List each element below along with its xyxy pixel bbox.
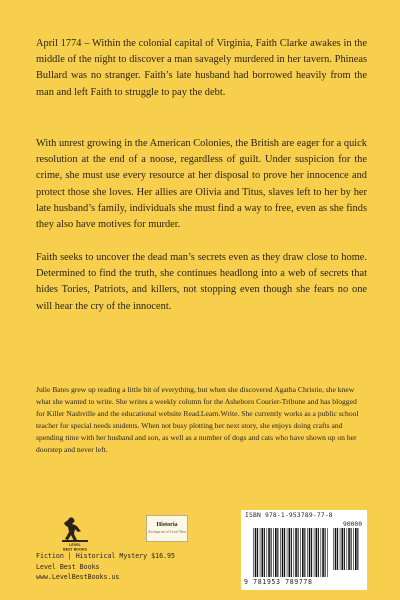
author-bio: Julie Bates grew up reading a little bit of everything, but when she discovered Agatha Christie, she knew what she wanted to write. She writes a weekly column for the Asheboro Courier-Tribune and has blogged for Killer Nashville and the educational website Read.Learn.Write. She currently works as a public school teacher for special needs students. When not busy plotting her next story, she enjoys doing crafts and spending time with her husband and son, as well as a number of dogs and cats who have shown up on her doorstep and never left.	[36, 385, 359, 454]
barcode-bar	[300, 528, 301, 577]
publisher-footer	[36, 551, 175, 583]
barcode-addon-bars	[333, 528, 361, 570]
barcode-bar	[321, 528, 322, 577]
barcode-bar	[262, 528, 264, 577]
barcode-bar	[304, 528, 305, 577]
barcode-bar	[355, 528, 357, 570]
barcode-bar	[257, 528, 258, 577]
barcode-bar	[289, 528, 291, 577]
barcode-bar	[282, 528, 284, 577]
isbn-barcode	[241, 510, 367, 590]
blurb-paragraph-2: With unrest growing in the American Colonies, the British are eager for a quick resolution at the end of a noose, regardless of guilt. Under suspicion for the crime, she must use every resource at her disposal to prove her innocence and protect those she loves. Her allies are Olivia and Titus, slaves left to her by her late husband’s family, individuals she must find a way to free, even as she finds they also have motives for murder.	[36, 138, 367, 231]
publisher-name: Level Best Books	[36, 562, 100, 571]
barcode-bar	[337, 528, 338, 570]
barcode-bar	[340, 528, 341, 570]
isbn-number: ISBN 978-1-953789-77-8	[245, 512, 333, 519]
publisher-logo-icon	[58, 514, 92, 552]
barcode-bar	[291, 528, 292, 577]
barcode-bar	[280, 528, 281, 577]
barcode-bar	[353, 528, 354, 570]
barcode-bar	[275, 528, 277, 577]
blurb-paragraph-1: April 1774 – Within the colonial capital of Virginia, Faith Clarke awakes in the middle of the night to discover a man savagely murdered in her tavern. Phineas Bullard was no stranger. Faith’s late husband had borrowed heavily from the man and left Faith to struggle to pay the debt.	[36, 38, 367, 98]
publisher-website: www.LevelBestBooks.us	[36, 573, 120, 582]
barcode-bar	[351, 528, 352, 570]
barcode-bar	[327, 528, 328, 577]
barcode-bar	[298, 528, 299, 577]
barcode-bar	[255, 528, 257, 577]
blurb-paragraph-3: Faith seeks to uncover the dead man’s secrets even as they draw close to home. Determined to find the truth, she continues headlong into a web of secrets that hides Tories, Patriots, and killers, not stopping even though she fears no one will hear the cry of the innocent.	[36, 252, 367, 312]
barcode-bar	[357, 528, 358, 570]
barcode-price-code: 90000	[343, 521, 362, 528]
barcode-bar	[316, 528, 318, 577]
barcode-bar	[335, 528, 337, 570]
imprint-badge	[146, 515, 188, 542]
barcode-bar	[311, 528, 312, 577]
barcode-bar	[344, 528, 345, 570]
barcode-bar	[309, 528, 311, 577]
imprint-name: Historia	[156, 522, 178, 528]
barcode-bar	[307, 528, 308, 577]
barcode-bar	[284, 528, 285, 577]
barcode-bar	[267, 528, 268, 577]
barcode-digits: 9 781953 789778	[244, 578, 313, 586]
barcode-bar	[348, 528, 350, 570]
barcode-main-bars	[253, 528, 329, 577]
barcode-bar	[287, 528, 288, 577]
genre-price: Fiction | Historical Mystery $16.95	[36, 552, 175, 560]
svg-text:LEVEL: LEVEL	[69, 543, 81, 547]
barcode-bar	[318, 528, 319, 577]
barcode-bar	[260, 528, 261, 577]
barcode-bar	[347, 528, 348, 570]
barcode-bar	[333, 528, 334, 570]
barcode-bar	[271, 528, 272, 577]
barcode-bar	[294, 528, 295, 577]
barcode-bar	[342, 528, 344, 570]
svg-text:BEST BOOKS: BEST BOOKS	[63, 547, 87, 552]
barcode-bar	[273, 528, 274, 577]
barcode-bar	[277, 528, 278, 577]
barcode-bar	[295, 528, 297, 577]
barcode-bar	[325, 528, 326, 577]
barcode-bar	[322, 528, 324, 577]
barcode-bar	[264, 528, 265, 577]
barcode-bar	[314, 528, 315, 577]
imprint-subtitle: An imprint of Level Best	[147, 530, 187, 534]
barcode-bar	[268, 528, 270, 577]
barcode-bar	[302, 528, 304, 577]
barcode-bar	[253, 528, 254, 577]
